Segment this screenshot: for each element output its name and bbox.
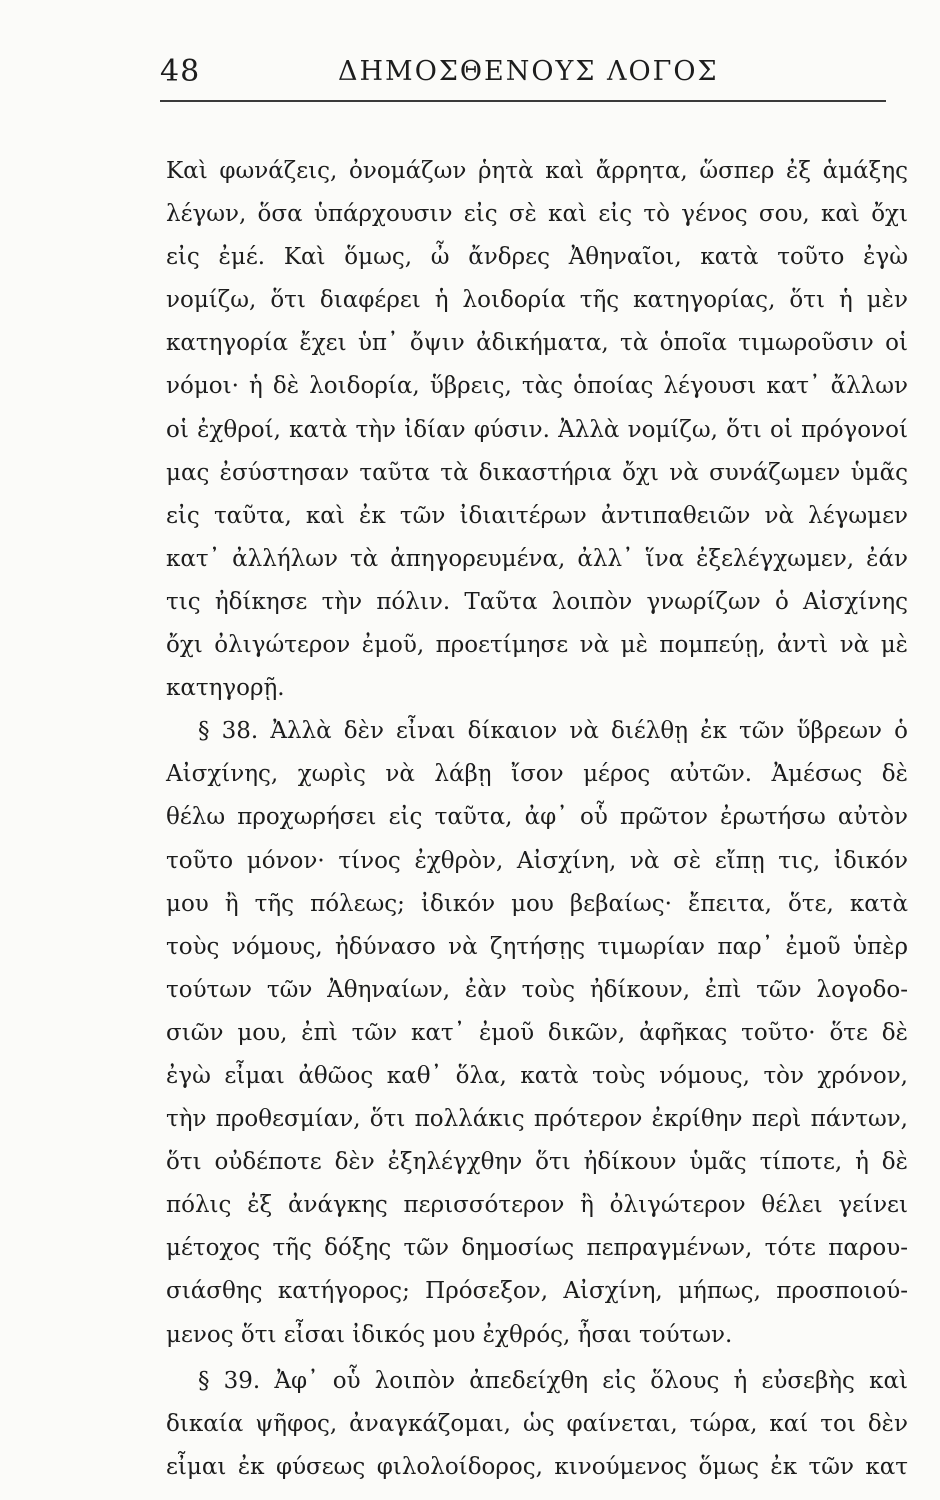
text-line: οἱ ἐχθροί, κατὰ τὴν ἰδίαν φύσιν. Ἀλλὰ νομίζω, ὅτι οἱ πρόγονοί bbox=[166, 416, 908, 443]
text-line: τοῦτο μόνον· τίνος ἐχθρὸν, Αἰσχίνη, νὰ σὲ εἴπῃ τις, ἰδικόν bbox=[166, 847, 908, 874]
text-line: δικαία ψῆφος, ἀναγκάζομαι, ὡς φαίνεται, τώρα, καί τοι δὲν bbox=[166, 1410, 908, 1437]
text-line: πόλις ἐξ ἀνάγκης περισσότερον ἢ ὀλιγώτερον θέλει γείνει bbox=[166, 1192, 908, 1219]
text-line: κατ᾽ ἀλλήλων τὰ ἀπηγορευμένα, ἀλλ᾽ ἵνα ἐξελέγχωμεν, ἐάν bbox=[166, 545, 908, 572]
text-line: σιῶν μου, ἐπὶ τῶν κατ᾽ ἐμοῦ δικῶν, ἀφῆκας τοῦτο· ὅτε δὲ bbox=[166, 1019, 908, 1046]
text-line: ἐγὼ εἶμαι ἀθῶος καθ᾽ ὅλα, κατὰ τοὺς νόμους, τὸν χρόνον, bbox=[166, 1062, 908, 1089]
text-line: Καὶ φωνάζεις, ὀνομάζων ῥητὰ καὶ ἄρρητα, ὥσπερ ἐξ ἁμάξης bbox=[166, 158, 908, 184]
paragraph-end-line: μενος ὅτι εἶσαι ἰδικός μου ἐχθρός, ἦσαι τούτων. bbox=[166, 1321, 733, 1348]
section-39-start: § 39. Ἀφ᾽ οὗ λοιπὸν ἀπεδείχθη εἰς ὅλους ἡ εὐσεβὴς καὶ bbox=[198, 1367, 908, 1394]
section-38-start: § 38. Ἀλλὰ δὲν εἶναι δίκαιον νὰ διέλθῃ ἐκ τῶν ὕβρεων ὁ bbox=[198, 718, 908, 745]
page-number: 48 bbox=[160, 54, 201, 89]
text-line: τοὺς νόμους, ἠδύνασο νὰ ζητήσῃς τιμωρίαν παρ᾽ ἐμοῦ ὑπὲρ bbox=[166, 933, 908, 960]
text-line: σιάσθης κατήγορος; Πρόσεξον, Αἰσχίνη, μήπως, προσποιού- bbox=[166, 1278, 908, 1305]
page-header bbox=[160, 54, 882, 98]
text-line: μας ἐσύστησαν ταῦτα τὰ δικαστήρια ὄχι νὰ συνάζωμεν ὑμᾶς bbox=[166, 459, 908, 486]
text-line: μου ἢ τῆς πόλεως; ἰδικόν μου βεβαίως· ἔπειτα, ὅτε, κατὰ bbox=[166, 890, 908, 917]
text-line: νομίζω, ὅτι διαφέρει ἡ λοιδορία τῆς κατηγορίας, ὅτι ἡ μὲν bbox=[166, 287, 908, 314]
paragraph-end-line: κατηγορῇ. bbox=[166, 675, 285, 702]
text-line: λέγων, ὅσα ὑπάρχουσιν εἰς σὲ καὶ εἰς τὸ γένος σου, καὶ ὄχι bbox=[166, 201, 908, 228]
text-line: θέλω προχωρήσει εἰς ταῦτα, ἀφ᾽ οὗ πρῶτον ἐρωτήσω αὐτὸν bbox=[166, 804, 908, 831]
text-line: Αἰσχίνης, χωρὶς νὰ λάβῃ ἴσον μέρος αὐτῶν. Ἀμέσως δὲ bbox=[166, 761, 908, 788]
text-line: εἶμαι ἐκ φύσεως φιλολοίδορος, κινούμενος ὅμως ἐκ τῶν κατ bbox=[166, 1453, 908, 1480]
text-line: ὅτι οὐδέποτε δὲν ἐξηλέγχθην ὅτι ἠδίκουν ὑμᾶς τίποτε, ἡ δὲ bbox=[166, 1149, 908, 1176]
text-line: τις ἠδίκησε τὴν πόλιν. Ταῦτα λοιπὸν γνωρίζων ὁ Αἰσχίνης bbox=[166, 588, 908, 615]
running-title: ΔΗΜΟΣΘΕΝΟΥΣ ΛΟΓΟΣ bbox=[338, 56, 719, 87]
text-line: τὴν προθεσμίαν, ὅτι πολλάκις πρότερον ἐκρίθην περὶ πάντων, bbox=[166, 1106, 908, 1133]
text-line: μέτοχος τῆς δόξης τῶν δημοσίως πεπραγμένων, τότε παρου- bbox=[166, 1235, 908, 1262]
text-line: τούτων τῶν Ἀθηναίων, ἐὰν τοὺς ἠδίκουν, ἐπὶ τῶν λογοδο- bbox=[166, 976, 908, 1003]
text-line: εἰς ἐμέ. Καὶ ὅμως, ὦ ἄνδρες Ἀθηναῖοι, κατὰ τοῦτο ἐγὼ bbox=[166, 244, 908, 271]
text-line: κατηγορία ἔχει ὑπ᾽ ὄψιν ἀδικήματα, τὰ ὁποῖα τιμωροῦσιν οἱ bbox=[166, 330, 908, 357]
text-line: εἰς ταῦτα, καὶ ἐκ τῶν ἰδιαιτέρων ἀντιπαθειῶν νὰ λέγωμεν bbox=[166, 502, 908, 529]
header-rule bbox=[160, 100, 886, 102]
text-line: νόμοι· ἡ δὲ λοιδορία, ὕβρεις, τὰς ὁποίας λέγουσι κατ᾽ ἄλλων bbox=[166, 373, 908, 400]
text-line: ὄχι ὀλιγώτερον ἐμοῦ, προετίμησε νὰ μὲ πομπεύῃ, ἀντὶ νὰ μὲ bbox=[166, 632, 908, 659]
body-text bbox=[166, 150, 908, 1489]
